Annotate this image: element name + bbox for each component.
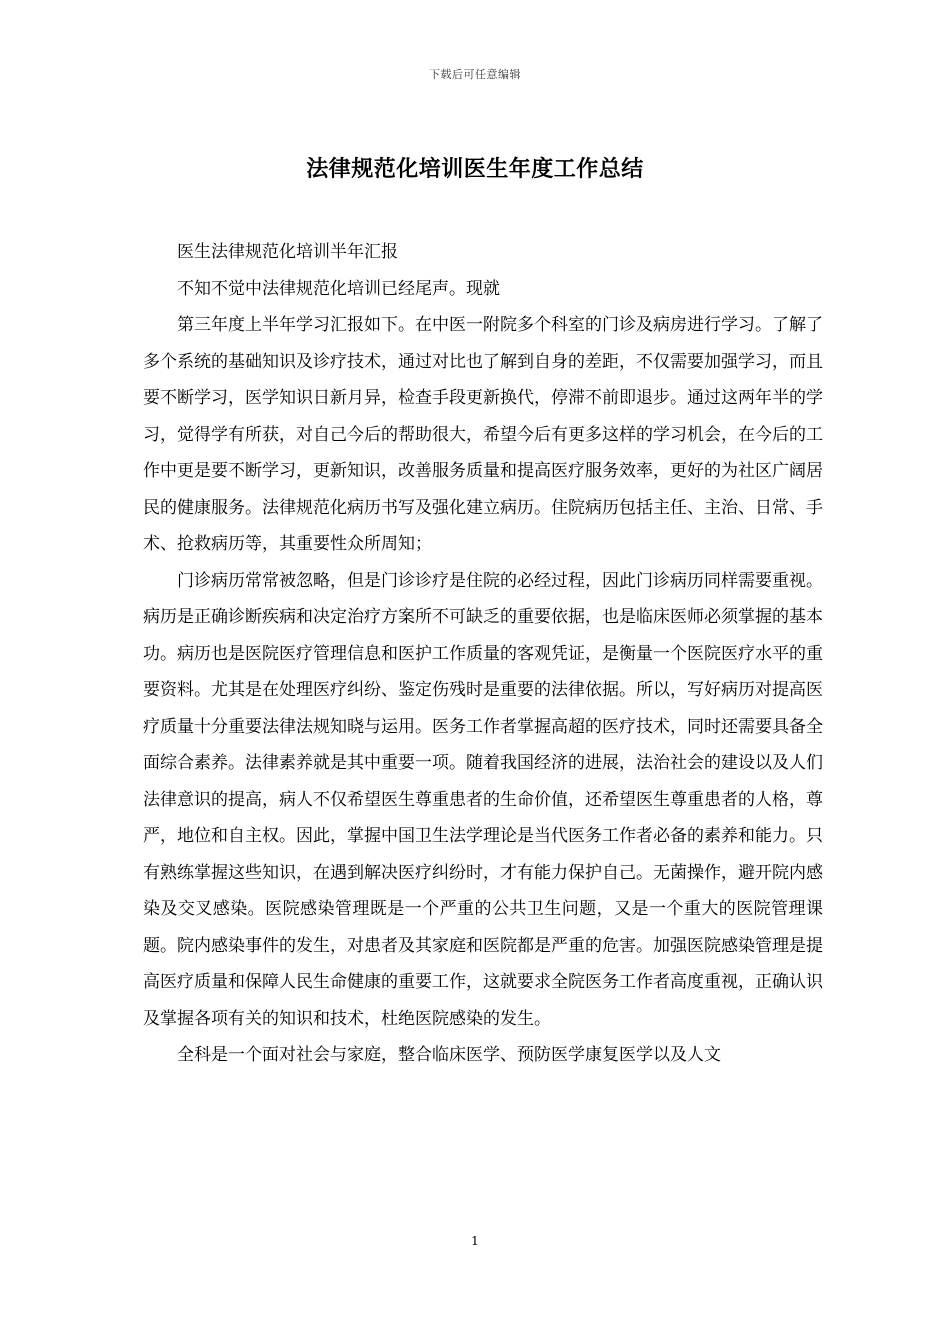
document-title: 法律规范化培训医生年度工作总结 xyxy=(306,156,644,182)
paragraph-study-report: 第三年度上半年学习汇报如下。在中医一附院多个科室的门诊及病房进行学习。了解了多个系统的基础知识及诊疗技术，通过对比也了解到自身的差距，不仅需要加强学习，而且要不断学习，医学知识日新月异，检查手段更新换代，停滞不前即退步。通过这两年半的学习，觉得学有所获，对自己今后的帮助很大，希望今后有更多这样的学习机会，在今后的工作中更是要不断学习，更新知识，改善服务质量和提高医疗服务效率，更好的为社区广阔居民的健康服务。法律规范化病历书写及强化建立病历。住院病历包括主任、主治、日常、手术、抢救病历等，其重要性众所周知； xyxy=(143,315,823,554)
paragraph-medical-records: 门诊病历常常被忽略，但是门诊诊疗是住院的必经过程，因此门诊病历同样需要重视。病历是正确诊断疾病和决定治疗方案所不可缺乏的重要依据，也是临床医师必须掌握的基本功。病历也是医院医疗管理信息和医护工作质量的客观凭证，是衡量一个医院医疗水平的重要资料。尤其是在处理医疗纠纷、鉴定伤残时是重要的法律依据。所以，写好病历对提高医疗质量十分重要法律法规知晓与运用。医务工作者掌握高超的医疗技术，同时还需要具备全面综合素养。法律素养就是其中重要一项。随着我国经济的进展，法治社会的建设以及人们法律意识的提高，病人不仅希望医生尊重患者的生命价值，还希望医生尊重患者的人格，尊严，地位和自主权。因此，掌握中国卫生法学理论是当代医务工作者必备的素养和能力。只有熟练掌握这些知识，在遇到解决医疗纠纷时，才有能力保护自己。无菌操作，避开院内感染及交叉感染。医院感染管理既是一个严重的公共卫生问题，又是一个重大的医院管理课题。院内感染事件的发生，对患者及其家庭和医院都是严重的危害。加强医院感染管理是提高医疗质量和保障人民生命健康的重要工作，这就要求全院医务工作者高度重视，正确认识及掌握各项有关的知识和技术，杜绝医院感染的发生。 xyxy=(143,570,823,1029)
page-number: 1 xyxy=(471,1234,479,1248)
paragraph-intro: 不知不觉中法律规范化培训已经尾声。现就 xyxy=(177,278,500,299)
paragraph-general-practice: 全科是一个面对社会与家庭，整合临床医学、预防医学康复医学以及人文 xyxy=(177,1045,721,1065)
paragraph-subtitle: 医生法律规范化培训半年汇报 xyxy=(177,242,398,262)
page-header-note: 下载后可任意编辑 xyxy=(429,68,521,81)
document-body xyxy=(143,234,823,1074)
